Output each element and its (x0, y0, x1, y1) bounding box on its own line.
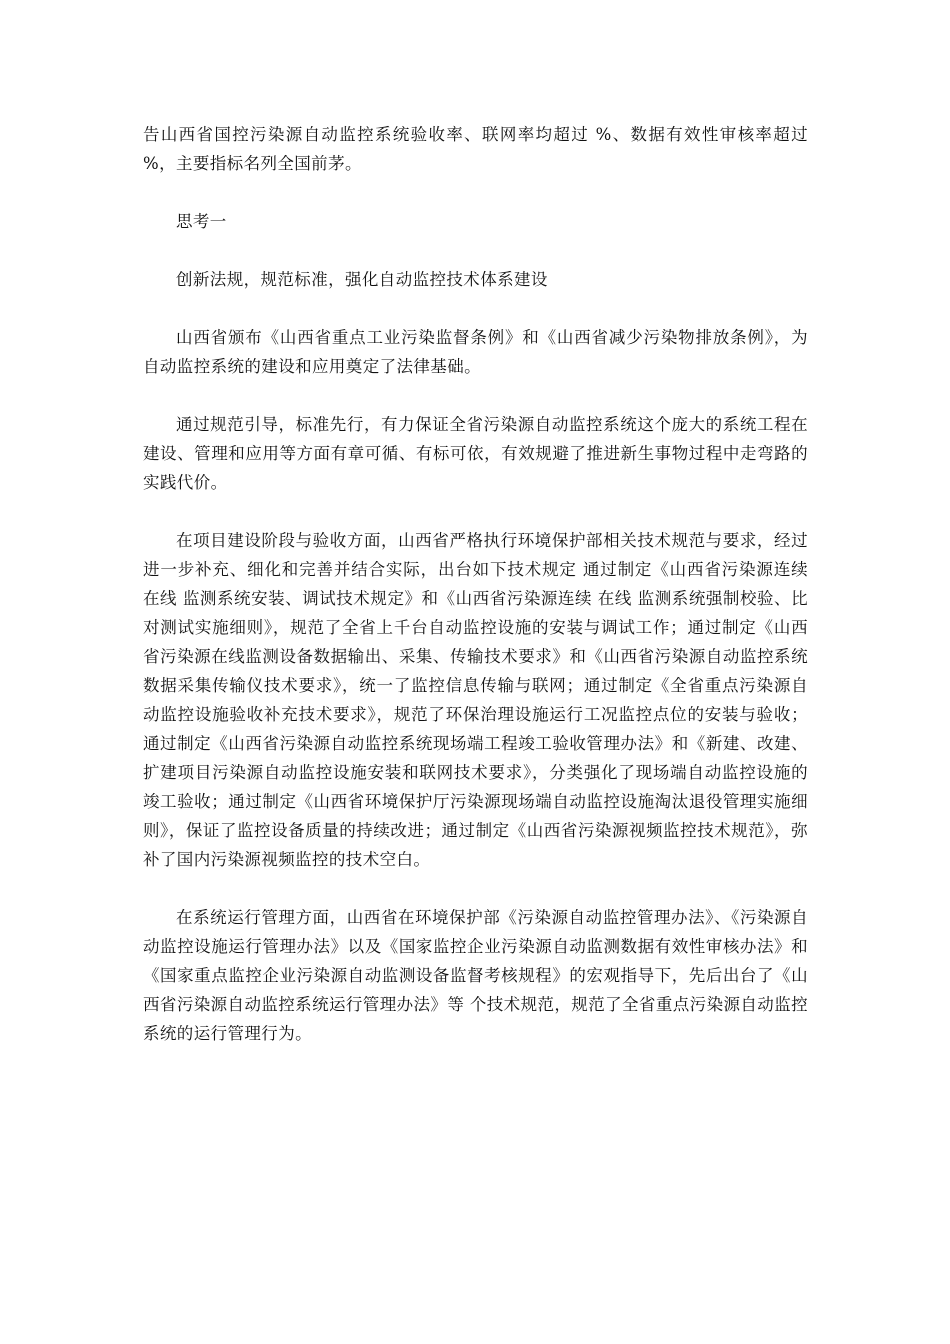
paragraph-construction-acceptance: 在项目建设阶段与验收方面，山西省严格执行环境保护部相关技术规范与要求，经过进一步补充、细化和完善并结合实际，出台如下技术规定 通过制定《山西省污染源连续 在线 监测系统安装、调试技术规定》和《山西省污染源连续 在线 监测系统强制校验、比对测试实施细则》，规范了全省上千台自动监控设施的安装与调试工作；通过制定《山西省污染源在线监测设备数据输出、采集、传输技术要求》和《山西省污染源自动监控系统数据采集传输仪技术要求》，统一了监控信息传输与联网；通过制定《全省重点污染源自动监控设施验收补充技术要求》，规范了环保治理设施运行工况监控点位的安装与验收；通过制定《山西省污染源自动监控系统现场端工程竣工验收管理办法》和《新建、改建、扩建项目污染源自动监控设施安装和联网技术要求》，分类强化了现场端自动监控设施的竣工验收；通过制定《山西省环境保护厅污染源现场端自动监控设施淘汰退役管理实施细则》，保证了监控设备质量的持续改进；通过制定《山西省污染源视频监控技术规范》，弥补了国内污染源视频监控的技术空白。 (143, 531, 808, 869)
section-subheading: 创新法规，规范标准，强化自动监控技术体系建设 (176, 270, 548, 289)
paragraph-intro-continuation: 告山西省国控污染源自动监控系统验收率、联网率均超过 %、数据有效性审核率超过 %，主要指标名列全国前茅。 (143, 125, 808, 173)
paragraph-standards: 通过规范引导，标准先行，有力保证全省污染源自动监控系统这个庞大的系统工程在建设、管理和应用等方面有章可循、有标可依，有效规避了推进新生事物过程中走弯路的实践代价。 (143, 415, 808, 492)
paragraph-operation-management: 在系统运行管理方面，山西省在环境保护部《污染源自动监控管理办法》、《污染源自动监控设施运行管理办法》以及《国家监控企业污染源自动监测数据有效性审核办法》和《国家重点监控企业污染源自动监测设备监督考核规程》的宏观指导下，先后出台了《山西省污染源自动监控系统运行管理办法》等 个技术规范，规范了全省重点污染源自动监控系统的运行管理行为。 (143, 908, 808, 1043)
document-body (143, 120, 808, 1077)
section-heading: 思考一 (176, 212, 227, 231)
paragraph-legislation: 山西省颁布《山西省重点工业污染监督条例》和《山西省减少污染物排放条例》，为自动监控系统的建设和应用奠定了法律基础。 (143, 328, 808, 376)
